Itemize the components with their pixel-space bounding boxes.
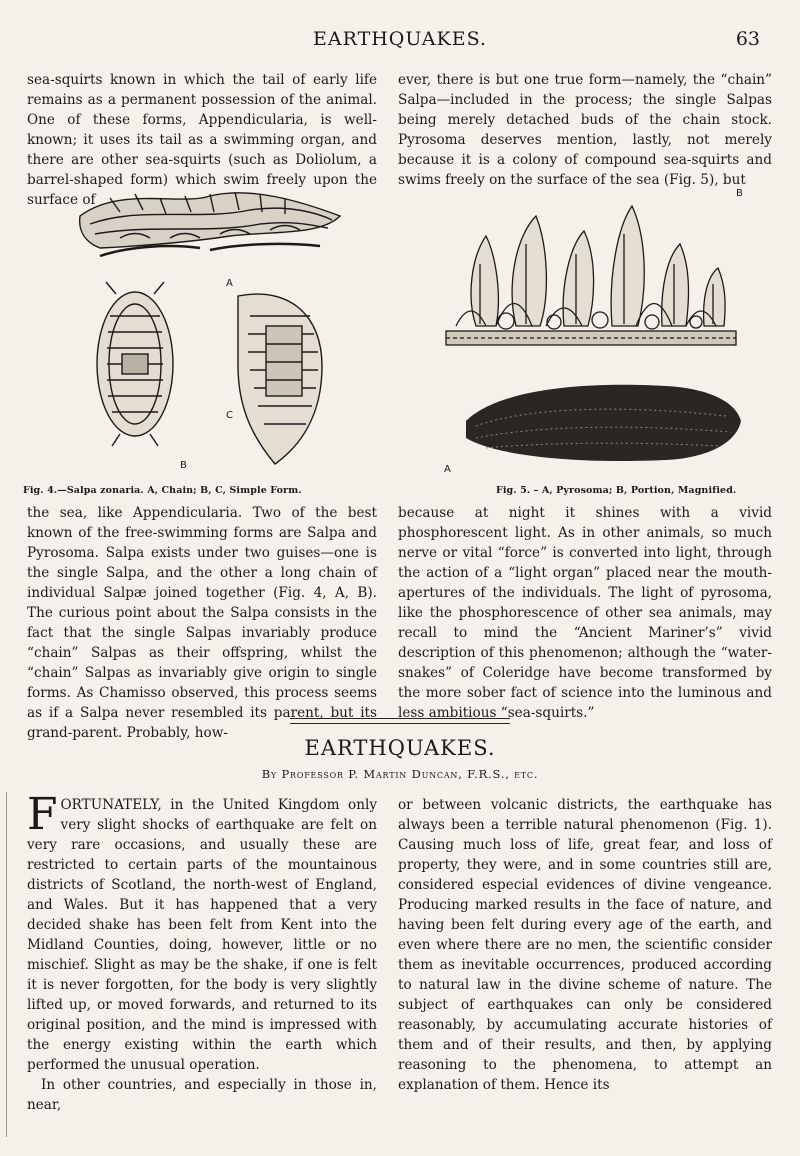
article-paragraph-rest: only very slight shocks of earthquake are felt on very rare occasions, and usually these are restricted to certain parts of the mountainous districts of Scotland, the north-west of England, and Wales. But it has happened that a very decided shake has been felt from Kent into the Midland Counties, doing, however, little or no mischief. Slight as may be the shake, if one is felt it is never forgotten, for the body is very slightly lifted up, or moved forwards, and returned to its original position, and the mind is impressed with the energy existing within the earth which performed the unusual operation. (27, 797, 377, 1073)
fig4-label-c: C (226, 410, 233, 421)
article-right-text: or between volcanic districts, the earthquake has always been a terrible natural phenomenon (Fig. 1). Causing much loss of life, great fear, and loss of property, they were, and in some countries still are, considered especial evidences of divine vengeance. Producing marked results in the face of nature, and having been felt during every age of the earth, and even where there are no men, the scientific consider them as inevitable occurrences, produced according to natural law in the divine scheme of nature. The subject of earthquakes can only be considered reasonably, by accumulating accurate histories of them and of their results, and then, by applying reasoning to the phenomena, to attempt an explanation of them. Hence its (398, 797, 772, 1093)
running-head (0, 22, 800, 54)
page-number: 63 (735, 28, 760, 50)
fig4-caption: Fig. 4.—Salpa zonaria. A, Chain; B, C, Simple Form. (23, 485, 302, 496)
mid-left-text: the sea, like Appendicularia. Two of the best known of the free-swimming forms are Salpa and Pyrosoma. Salpa exists under two guises—one is the single Salpa, and the other a long chain of individual Salpæ joined together (Fig. 4, A, B). The curious point about the Salpa consists in the fact that the single Salpas invariably produce “chain” Salpas as their offspring, whilst the “chain” Salpas as invariably give origin to single forms. As Chamisso observed, this process seems as if a Salpa never resembled its parent, but its grand-parent. Probably, how- (27, 505, 377, 741)
fig5-label-a: A (444, 464, 451, 475)
running-head-title: EARTHQUAKES. (313, 28, 487, 50)
fig5-caption: Fig. 5. – A, Pyrosoma; B, Portion, Magnified. (496, 485, 737, 496)
section-rule-2 (290, 723, 510, 724)
mid-right-text: because at night it shines with a vivid phosphorescent light. As in other animals, so much nerve or vital “force” is converted into light, through the action of a “light organ” placed near the mouth-apertures of the individuals. The light of pyrosoma, like the phosphorescence of other sea animals, may recall to mind the “Ancient Mariner’s” vivid description of this phenomenon; although the “water-snakes” of Coleridge have become transformed by the more sober fact of science into the luminous and less ambitious “sea-squirts.” (398, 505, 772, 721)
article-left-column (27, 789, 377, 1115)
fig4-label-b: B (180, 460, 187, 471)
salpa-simple-form-c (238, 294, 322, 464)
pyrosoma-magnified-illustration (446, 206, 736, 345)
salpa-simple-form-b (97, 282, 173, 446)
figure-pyrosoma (436, 176, 756, 476)
fig5-label-b: B (736, 188, 743, 199)
article-right-column (398, 795, 772, 1095)
article-first-line: ORTUNATELY, in the United Kingdom (60, 797, 340, 813)
salpa-chain-illustration (80, 192, 340, 256)
section-rule-1 (290, 718, 510, 719)
mid-left-paragraph (27, 503, 377, 743)
article-first-paragraph (27, 789, 377, 1075)
fig4-label-a: A (226, 278, 233, 289)
article-second-paragraph: In other countries, and especially in those in, near, (27, 1077, 377, 1113)
margin-line (6, 792, 7, 1137)
article-byline: By Professor P. Martin Duncan, F.R.S., etc. (261, 767, 539, 781)
top-right-text: ever, there is but one true form—namely, the “chain” Salpa—included in the process; the single Salpas being merely detached buds of the chain stock. Pyrosoma deserves mention, lastly, not merely because it is a colony of compound sea-squirts and swims freely on the surface of the sea (Fig. 5), but (398, 72, 772, 188)
article-title: EARTHQUAKES. (304, 736, 496, 760)
mid-right-paragraph (398, 503, 772, 723)
drop-cap: F (27, 789, 58, 840)
top-left-text: sea-squirts known in which the tail of early life remains as a permanent possession of the animal. One of these forms, Appendicularia, is well-known; it uses its tail as a swimming organ, and there are other sea-squirts (such as Doliolum, a barrel-shaped form) which swim freely upon the surface of (27, 72, 377, 208)
pyrosoma-colony-illustration (466, 385, 741, 461)
figure-salpa (60, 176, 360, 476)
top-right-paragraph (398, 70, 772, 190)
